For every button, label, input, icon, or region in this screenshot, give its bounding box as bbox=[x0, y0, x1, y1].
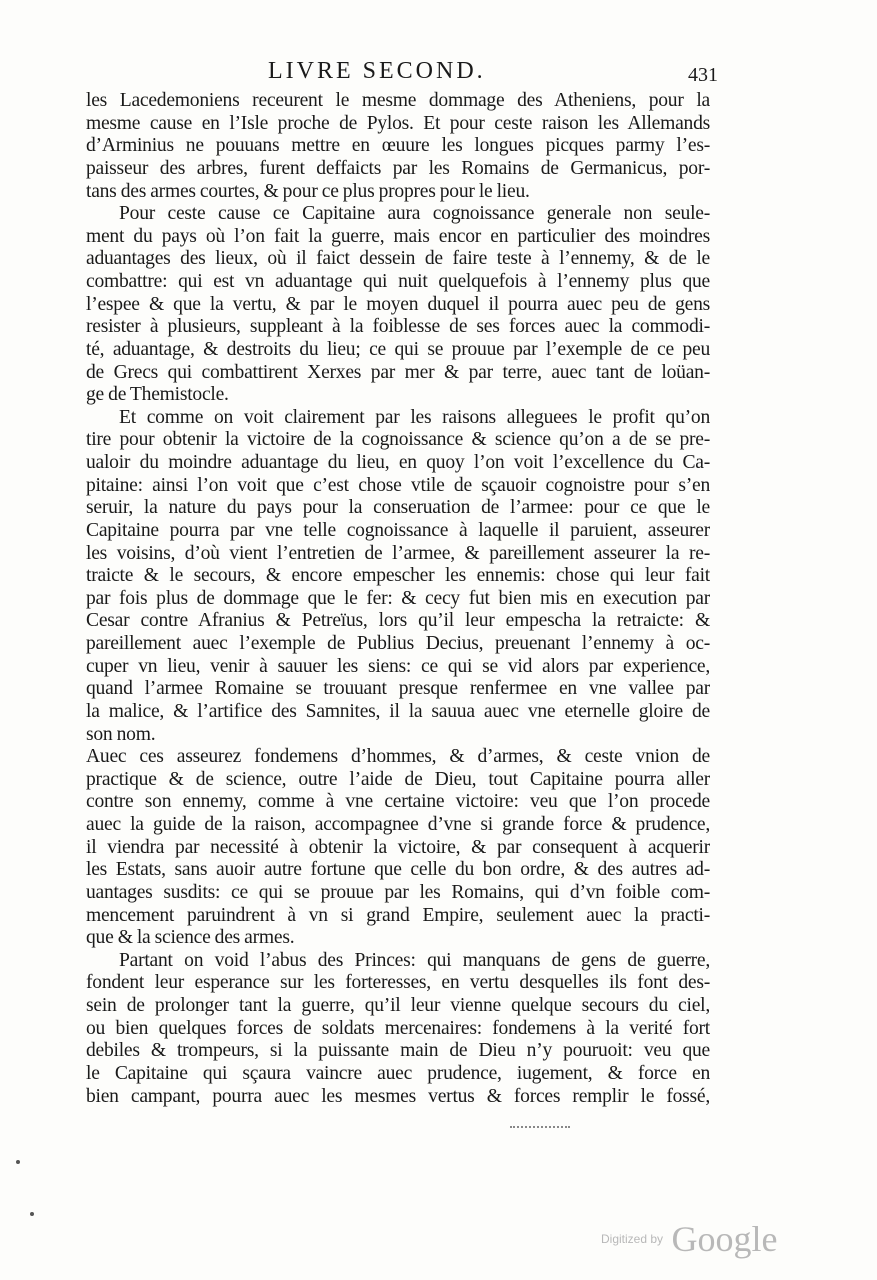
text-line: practique & de science, outre l’aide de Dieu, tout Capitaine pourra aller bbox=[86, 768, 710, 790]
text-line: pitaine: ainsi l’on voit que c’est chose vtile de sçauoir cognoistre pour s’en bbox=[86, 474, 710, 496]
text-line: son nom. bbox=[86, 723, 156, 745]
text-line: ge de Themistocle. bbox=[86, 384, 229, 406]
text-line: pareillement auec l’exemple de Publius Decius, preuenant l’ennemy à oc- bbox=[86, 633, 710, 654]
text-line: ualoir du moindre aduantage du lieu, en quoy l’on voit l’excellence du Ca- bbox=[86, 452, 710, 473]
text-line: uantages susdits: ce qui se prouue par les Romains, qui d’vn foible com- bbox=[86, 881, 710, 903]
text-line: combattre: qui est vn aduantage qui nuit quelquefois à l’ennemy plus que bbox=[86, 271, 710, 292]
text-line: de Grecs qui combattirent Xerxes par mer & par terre, auec tant de loüan- bbox=[86, 361, 710, 383]
text-line: les voisins, d’où vient l’entretien de l’armee, & pareillement asseurer la re- bbox=[86, 542, 710, 564]
text-line: que & la science des armes. bbox=[86, 927, 295, 949]
text-line: quand l’armee Romaine se trouuant presque renfermee en vne vallee par bbox=[86, 678, 710, 700]
text-line: cuper vn lieu, venir à sauuer les siens: ce qui se vid alors par experience, bbox=[86, 655, 710, 677]
text-line: Capitaine pourra par vne telle cognoissance à laquelle il paruient, asseurer bbox=[86, 519, 710, 541]
text-line: sein de prolonger tant la guerre, qu’il leur vienne quelque secours du ciel, bbox=[86, 995, 710, 1016]
text-line: les Estats, sans auoir autre fortune que celle du bon ordre, & des autres ad- bbox=[86, 859, 710, 881]
watermark-brand: Google bbox=[671, 1219, 778, 1259]
text-line: debiles & trompeurs, si la puissante main de Dieu n’y pouruoit: veu que bbox=[86, 1040, 710, 1062]
text-line: contre son ennemy, comme à vne certaine victoire: veu que l’on procede bbox=[86, 791, 710, 813]
text-line: par fois plus de dommage que le fer: & cecy fut bien mis en execution par bbox=[86, 587, 710, 609]
text-line: tans des armes courtes, & pour ce plus propres pour le lieu. bbox=[86, 180, 530, 202]
text-line: il viendra par necessité à obtenir la victoire, & par consequent à acquerir bbox=[86, 836, 710, 858]
text-line: ment du pays où l’on fait la guerre, mais encor en particulier des moindres bbox=[86, 225, 710, 247]
text-line: paisseur des arbres, furent deffaicts par les Romains de Germanicus, por- bbox=[86, 157, 710, 179]
text-line: Pour ceste cause ce Capitaine aura cognoissance generale non seule- bbox=[119, 203, 710, 225]
digitization-watermark bbox=[601, 1218, 777, 1260]
text-line: le Capitaine qui sçaura vaincre auec prudence, iugement, & force en bbox=[86, 1062, 710, 1084]
text-line: Cesar contre Afranius & Petreïus, lors qu’il leur empescha la retraicte: & bbox=[86, 610, 710, 632]
margin-speck bbox=[16, 1160, 20, 1164]
text-line: té, aduantage, & destroits du lieu; ce qui se prouue par l’exemple de ce peu bbox=[86, 338, 710, 360]
text-line: Et comme on voit clairement par les raisons alleguees le profit qu’on bbox=[119, 406, 710, 428]
text-line: mencement paruindrent à vn si grand Empire, seulement auec la practi- bbox=[86, 904, 710, 926]
faint-printer-mark bbox=[510, 1126, 570, 1131]
text-line: d’Arminius ne pouuans mettre en œuure les longues picques parmy l’es- bbox=[86, 135, 710, 157]
watermark-prefix: Digitized by bbox=[601, 1232, 664, 1246]
text-line: la malice, & l’artifice des Samnites, il la sauua auec vne eternelle gloire de bbox=[86, 700, 710, 722]
text-line: fondent leur esperance sur les forteresses, en vertu desquelles ils font des- bbox=[86, 972, 710, 994]
text-line: Partant on void l’abus des Princes: qui manquans de gens de guerre, bbox=[119, 949, 710, 971]
text-line: resister à plusieurs, suppleant à la foiblesse de ses forces auec la commodi- bbox=[86, 316, 710, 338]
running-title: LIVRE SECOND. bbox=[268, 58, 486, 84]
body-text bbox=[86, 90, 710, 1108]
text-line: seruir, la nature du pays pour la conseruation de l’armee: pour ce que le bbox=[86, 497, 710, 519]
text-line: Auec ces asseurez fondemens d’hommes, & d’armes, & ceste vnion de bbox=[86, 746, 710, 768]
text-line: tire pour obtenir la victoire de la cognoissance & science qu’on a de se pre- bbox=[86, 429, 710, 451]
text-line: les Lacedemoniens receurent le mesme dommage des Atheniens, pour la bbox=[86, 90, 710, 111]
text-line: ou bien quelques forces de soldats mercenaires: fondemens à la verité fort bbox=[86, 1017, 710, 1039]
page-number: 431 bbox=[688, 64, 718, 86]
text-line: traicte & le secours, & encore empescher les ennemis: chose qui leur fait bbox=[86, 565, 710, 587]
text-line: aduantages des lieux, où il faict dessein de faire teste à l’ennemy, & de le bbox=[86, 248, 710, 270]
text-line: l’espee & que la vertu, & par le moyen duquel il pourra auec peu de gens bbox=[86, 293, 710, 315]
text-line: mesme cause en l’Isle proche de Pylos. Et pour ceste raison les Allemands bbox=[86, 112, 710, 134]
text-line: auec la guide de la raison, accompagnee d’vne si grande force & prudence, bbox=[86, 814, 710, 835]
margin-speck bbox=[30, 1212, 34, 1216]
text-line: bien campant, pourra auec les mesmes vertus & forces remplir le fossé, bbox=[86, 1085, 710, 1107]
